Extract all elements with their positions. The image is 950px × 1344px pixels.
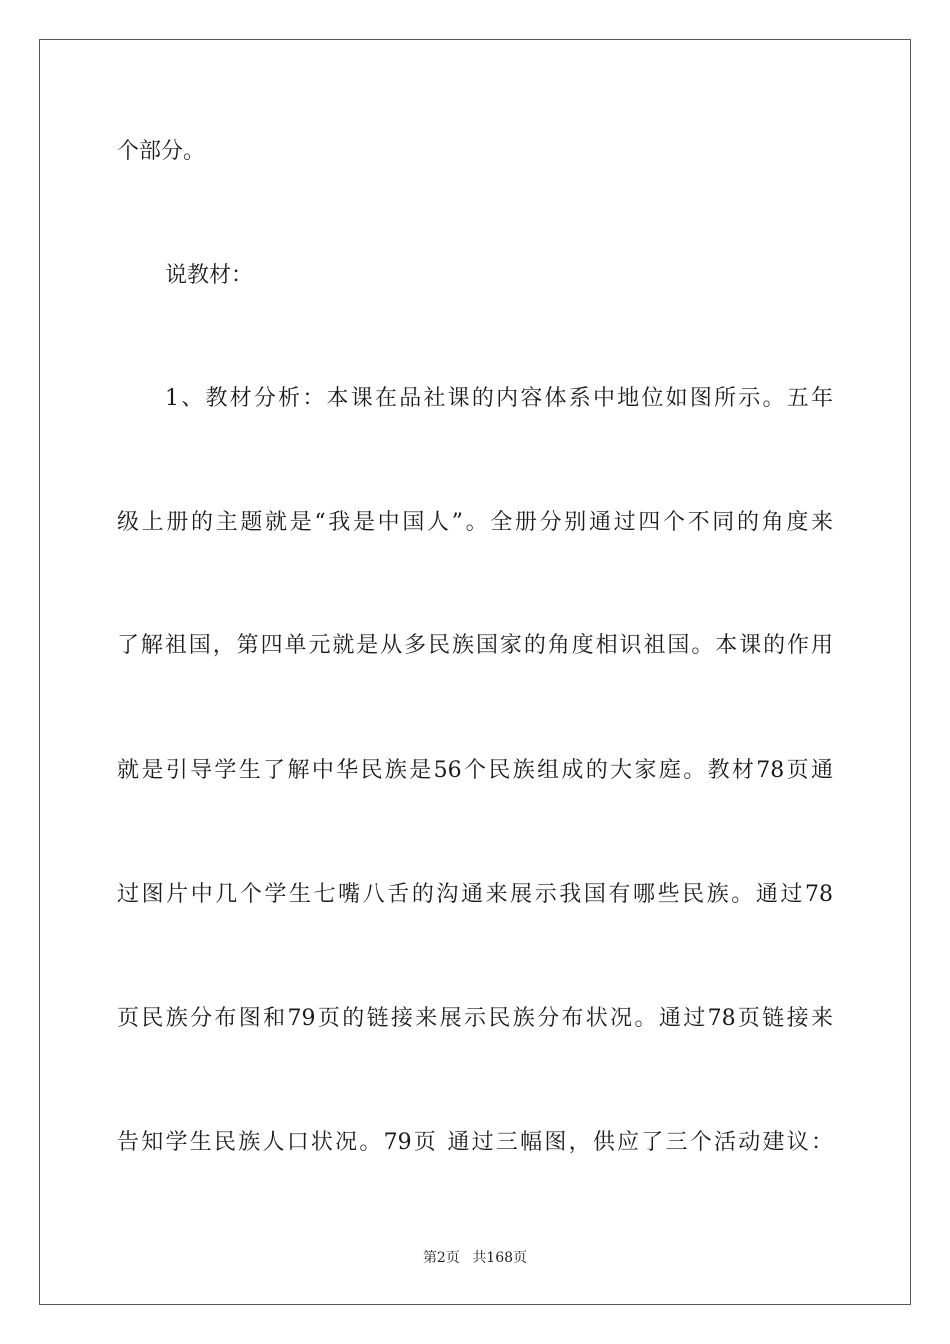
text-line-7: 过图片中几个学生七嘴八舌的沟通来展示我国有哪些民族。通过78 [117,882,833,907]
text-line-6: 就是引导学生了解中华民族是56个民族组成的大家庭。教材78页通 [117,758,833,783]
text-line-5: 了解祖国，第四单元就是从多民族国家的角度相识祖国。本课的作用 [117,633,833,658]
text-line-4: 级上册的主题就是“我是中国人”。全册分别通过四个不同的角度来 [117,510,833,535]
text-line-9: 告知学生民族人口状况。79页 通过三幅图，供应了三个活动建议： [117,1130,833,1155]
page-border [39,39,911,1305]
page-total: 共168页 [472,1250,528,1266]
text-line-3: 1、教材分析：本课在品社课的内容体系中地位如图所示。五年 [165,386,833,411]
page-footer [0,1248,950,1268]
text-line-1: 个部分。 [117,139,206,164]
text-line-8: 页民族分布图和79页的链接来展示民族分布状况。通过78页链接来 [117,1006,833,1031]
section-heading: 说教材： [165,263,254,288]
page-number: 第2页 [422,1250,460,1266]
